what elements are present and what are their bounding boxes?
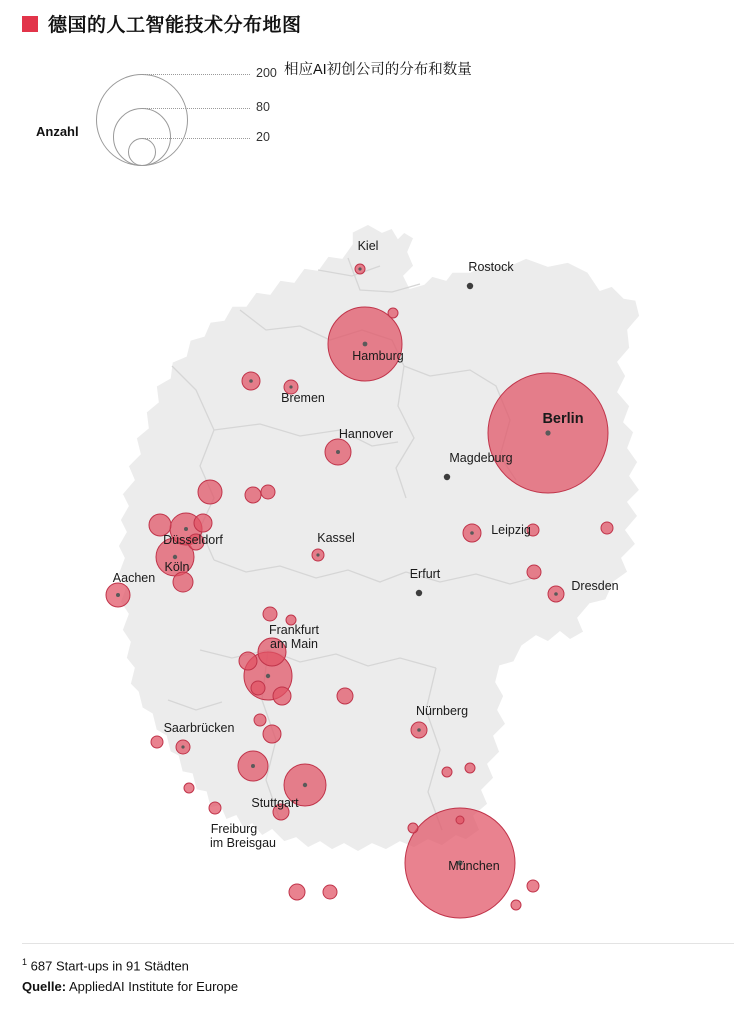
bubble-ingolstadt bbox=[442, 767, 452, 777]
city-label-bremen: Bremen bbox=[281, 391, 325, 405]
bubble-luebeck bbox=[388, 308, 398, 318]
bubble-regensburg bbox=[465, 763, 475, 773]
city-label-muenchen: München bbox=[448, 859, 500, 873]
footnote-marker: 1 bbox=[22, 956, 28, 967]
bubble-cottbus bbox=[601, 522, 613, 534]
city-label-hannover: Hannover bbox=[338, 427, 394, 441]
footer-divider bbox=[22, 943, 734, 944]
bubble-wiesbaden bbox=[239, 652, 257, 670]
city-label-aachen: Aachen bbox=[112, 571, 156, 585]
bubble-offenburg bbox=[184, 783, 194, 793]
bubble-freiburg bbox=[209, 802, 221, 814]
page-header bbox=[22, 10, 302, 37]
city-label-magdeburg: Magdeburg bbox=[449, 451, 513, 465]
legend-caption: 相应AI初创公司的分布和数量 bbox=[284, 62, 472, 78]
city-label-nuernberg: Nürnberg bbox=[415, 704, 469, 718]
city-label-kassel: Kassel bbox=[317, 531, 355, 545]
city-label-freiburg-1: Freiburg bbox=[210, 822, 258, 836]
bubble-rosenheim bbox=[511, 900, 521, 910]
bubble-wuerzburg bbox=[337, 688, 353, 704]
source-line bbox=[22, 979, 722, 994]
bubble-darmstadt bbox=[273, 687, 291, 705]
bubble-konstanz bbox=[289, 884, 305, 900]
bubble-ulm bbox=[323, 885, 337, 899]
bubble-bochum bbox=[194, 514, 212, 532]
bubble-landshut bbox=[456, 816, 464, 824]
city-label-rostock: Rostock bbox=[468, 260, 514, 274]
legend-leader-200 bbox=[142, 74, 250, 75]
source-label: Quelle: bbox=[22, 979, 67, 994]
bubble-heidelberg bbox=[263, 725, 281, 743]
legend-value-20: 20 bbox=[256, 130, 270, 144]
city-label-saarbruecken: Saarbrücken bbox=[163, 721, 235, 735]
title-marker-icon bbox=[22, 16, 38, 32]
bubble-passau bbox=[527, 880, 539, 892]
germany-map bbox=[0, 180, 756, 930]
city-label-stuttgart: Stuttgart bbox=[251, 796, 299, 810]
city-label-koeln: Köln bbox=[164, 560, 190, 574]
city-label-dresden: Dresden bbox=[571, 579, 619, 593]
footnote-text: 687 Start-ups in 91 Städten bbox=[30, 958, 189, 973]
city-label-hamburg: Hamburg bbox=[352, 349, 404, 363]
city-label-kiel: Kiel bbox=[357, 239, 379, 253]
bubble-siegen bbox=[263, 607, 277, 621]
bubble-bielefeld bbox=[261, 485, 275, 499]
bubble-mainz bbox=[251, 681, 265, 695]
page-title: 德国的人工智能技术分布地图 bbox=[48, 15, 302, 36]
city-label-berlin: Berlin bbox=[542, 411, 584, 427]
city-label-leipzig: Leipzig bbox=[491, 523, 531, 537]
bubble-dortmund bbox=[198, 480, 222, 504]
legend-leader-80 bbox=[142, 108, 250, 109]
bubble-kaiserslautern bbox=[151, 736, 163, 748]
bubble-augsburg bbox=[408, 823, 418, 833]
legend-value-200: 200 bbox=[256, 66, 277, 80]
city-label-freiburg-2: im Breisgau bbox=[210, 836, 276, 850]
city-label-duesseldorf: Düsseldorf bbox=[163, 533, 223, 547]
bubble-bonn bbox=[173, 572, 193, 592]
city-label-erfurt: Erfurt bbox=[409, 567, 441, 581]
legend-circle-20 bbox=[128, 138, 156, 166]
bubble-muenster bbox=[245, 487, 261, 503]
city-label-frankfurt-2: am Main bbox=[270, 637, 318, 651]
legend-leader-20 bbox=[142, 138, 250, 139]
footer bbox=[22, 957, 722, 994]
city-label-frankfurt-1: Frankfurt bbox=[268, 623, 320, 637]
legend-axis-label: Anzahl bbox=[36, 124, 79, 139]
size-legend bbox=[36, 66, 336, 186]
footnote bbox=[22, 957, 722, 973]
bubble-mannheim bbox=[254, 714, 266, 726]
source-value: AppliedAI Institute for Europe bbox=[68, 979, 239, 994]
bubble-jena bbox=[527, 565, 541, 579]
legend-value-80: 80 bbox=[256, 100, 270, 114]
